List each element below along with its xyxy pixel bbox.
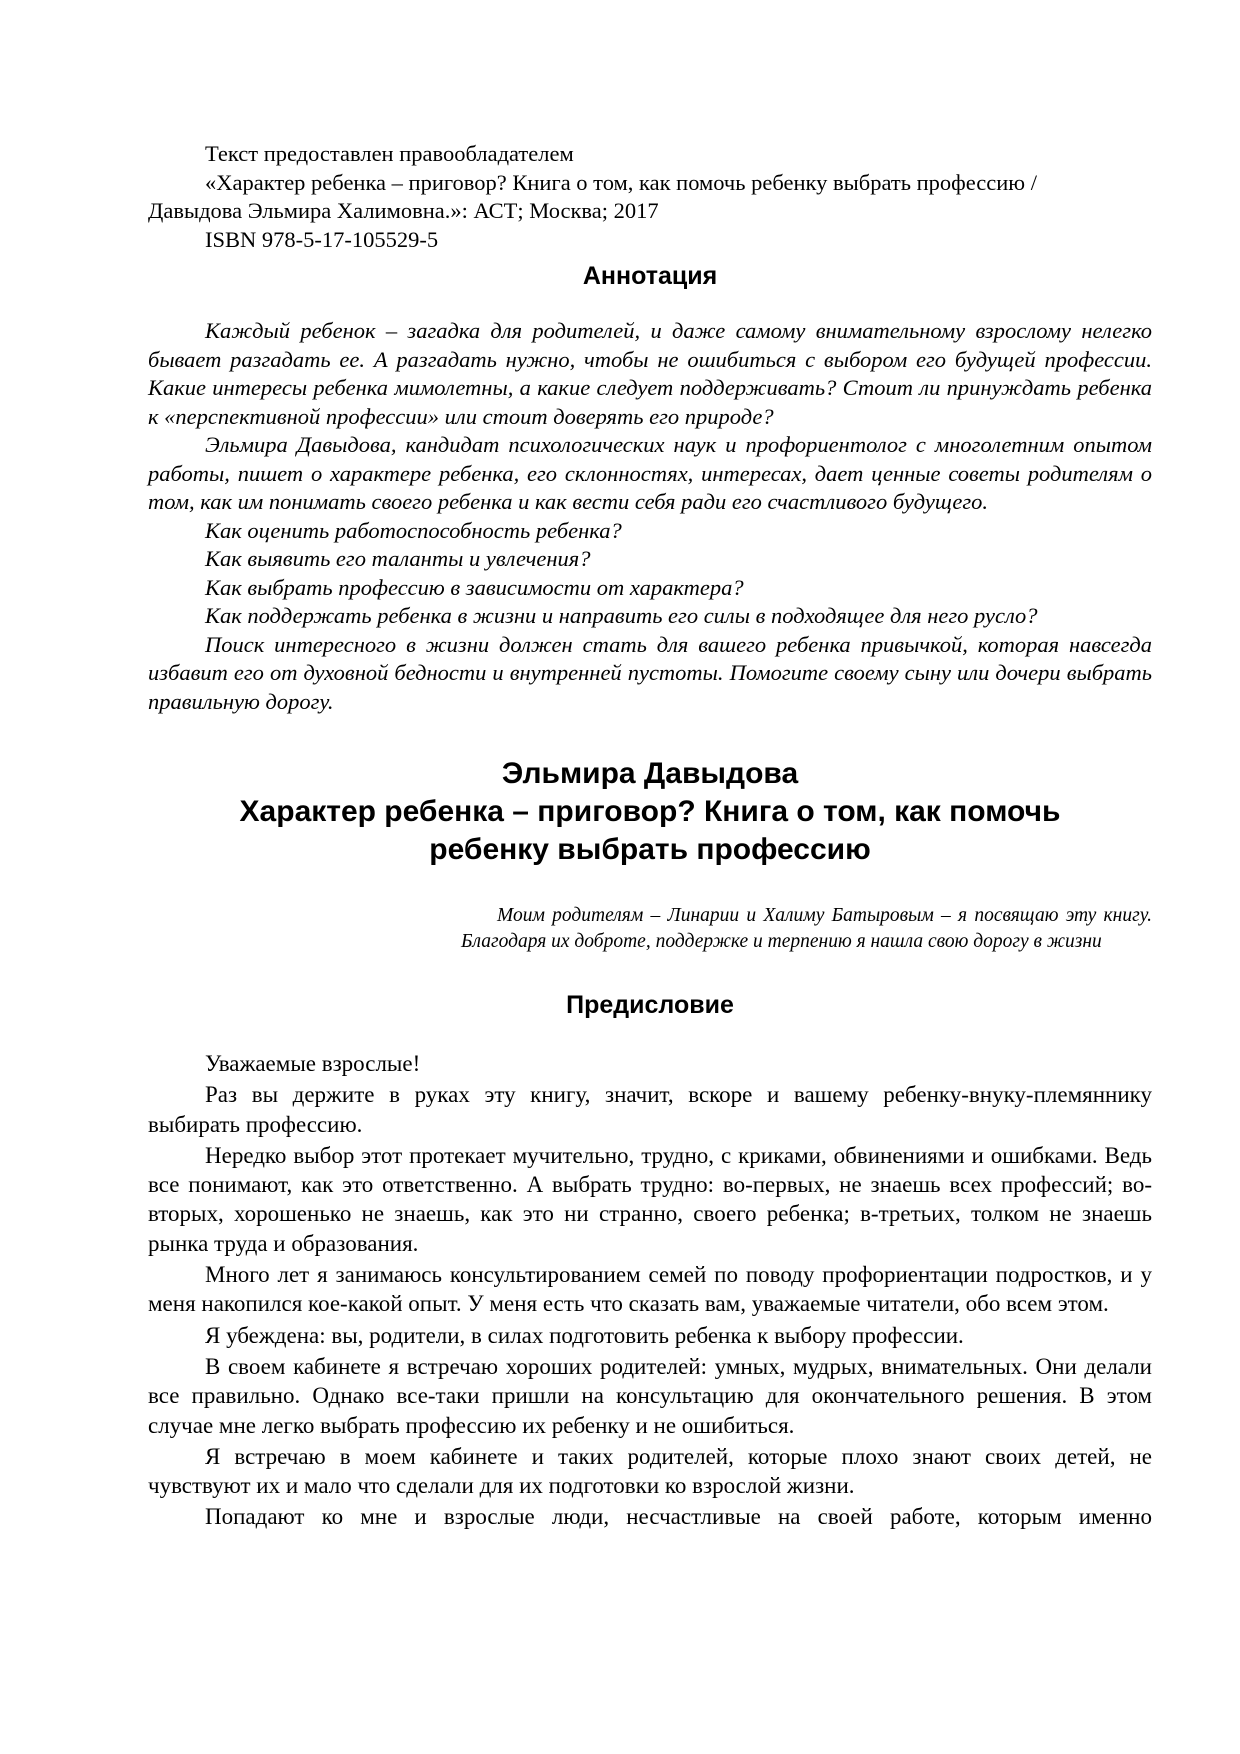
- annotation-question: Как поддержать ребенка в жизни и направить его силы в подходящее для него русло?: [205, 603, 1038, 628]
- annotation-question: Как выбрать профессию в зависимости от характера?: [205, 574, 744, 600]
- preface-paragraph: Уважаемые взрослые!: [205, 1051, 421, 1076]
- book-author: Эльмира Давыдова: [501, 757, 799, 790]
- dedication-epigraph: Моим родителям – Линарии и Халиму Батыровым – я посвящаю эту книгу. Благодаря их доброте, поддержке и терпению я нашла свою дорогу в жизни: [461, 905, 1152, 952]
- preface-text: [148, 1049, 1152, 1532]
- annotation-question: Как оценить работоспособность ребенка?: [205, 517, 622, 543]
- meta-author-publisher: Давыдова Эльмира Халимовна.»: АСТ; Москва; 2017: [148, 198, 659, 223]
- preface-paragraph: Попадают ко мне и взрослые люди, несчастливые на своей работе, которым именно: [205, 1504, 1152, 1530]
- annotation-paragraph: Поиск интересного в жизни должен стать для вашего ребенка привычкой, которая навсегда избавит его от духовной бедности и внутренней пустоты. Помогите своему сыну или дочери выбрать правильную дорогу.: [148, 631, 1152, 714]
- annotation-paragraph: Эльмира Давыдова, кандидат психологических наук и профориентолог с многолетним опытом работы, пишет о характере ребенка, его склонностях, интересах, дает ценные советы родителям о том, как им понимать своего ребенка и как вести себя ради его счастливого будущего.: [148, 432, 1152, 514]
- document-page: [148, 140, 1152, 1534]
- annotation-question: Как выявить его таланты и увлечения?: [205, 546, 591, 571]
- preface-paragraph: В своем кабинете я встречаю хороших родителей: умных, мудрых, внимательных. Они делали все правильно. Однако все-таки пришли на консультацию для окончательного решения. В этом случае мне легко выбрать профессию их ребенку и не ошибиться.: [148, 1353, 1152, 1438]
- preface-heading: Предисловие: [566, 991, 734, 1019]
- preface-paragraph: Я встречаю в моем кабинете и таких родителей, которые плохо знают своих детей, не чувствуют их и мало что сделали для их подготовки ко взрослой жизни.: [148, 1443, 1152, 1499]
- book-title-line: Характер ребенка – приговор? Книга о том, как помочь: [239, 795, 1061, 828]
- book-title-block: [148, 755, 1152, 869]
- preface-paragraph: Раз вы держите в руках эту книгу, значит, вскоре и вашему ребенку-внуку-племяннику выбирать профессию.: [148, 1082, 1152, 1137]
- preface-paragraph: Я убеждена: вы, родители, в силах подготовить ребенка к выбору профессии.: [205, 1322, 964, 1348]
- meta-provided-by: Текст предоставлен правообладателем: [205, 141, 574, 166]
- annotation-heading: Аннотация: [582, 262, 718, 290]
- publication-meta: [148, 140, 1152, 254]
- meta-isbn: ISBN 978-5-17-105529-5: [205, 226, 439, 252]
- preface-paragraph: Нередко выбор этот протекает мучительно, трудно, с криками, обвинениями и ошибками. Ведь все понимают, как это ответственно. А выбрать трудно: во-первых, не знаешь всех профессий; во-вторых, хорошенько не знаешь, как это ни странно, своего ребенка; в-третьих, толком не знаешь рынка труда и образования.: [148, 1142, 1152, 1256]
- preface-paragraph: Много лет я занимаюсь консультированием семей по поводу профориентации подростков, и у меня накопился кое-какой опыт. У меня есть что сказать вам, уважаемые читатели, обо всем этом.: [148, 1262, 1152, 1317]
- annotation-text: [148, 317, 1152, 716]
- meta-book-reference: «Характер ребенка – приговор? Книга о том, как помочь ребенку выбрать профессию /: [205, 169, 1037, 195]
- book-title-line: ребенку выбрать профессию: [429, 833, 871, 866]
- annotation-paragraph: Каждый ребенок – загадка для родителей, и даже самому внимательному взрослому нелегко бывает разгадать ее. А разгадать нужно, чтобы не ошибиться с выбором его будущей профессии. Какие интересы ребенка мимолетны, а какие следует поддерживать? Стоит ли принуждать ребенка к «перспективной профессии» или стоит доверять его природе?: [148, 318, 1152, 429]
